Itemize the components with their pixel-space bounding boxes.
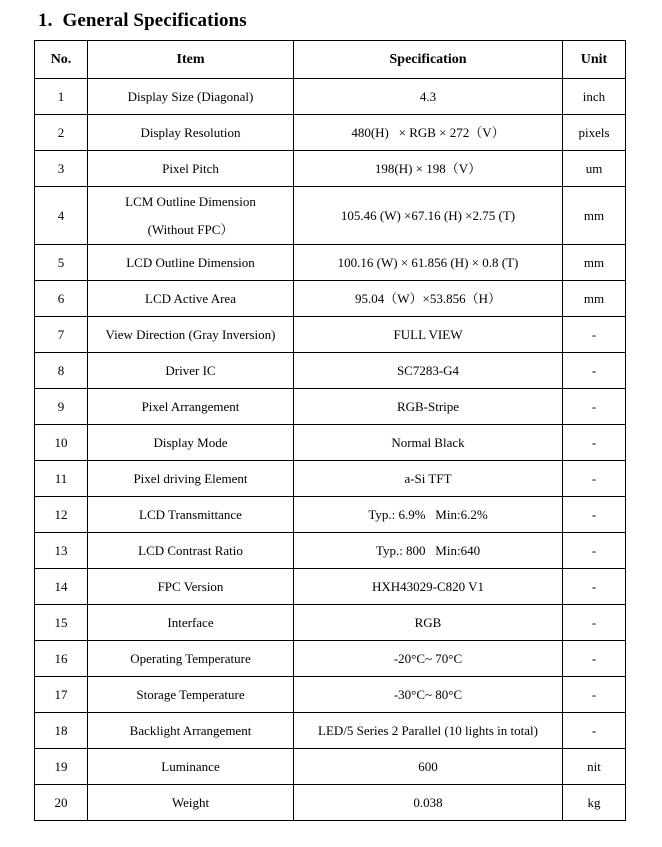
row-specification: RGB-Stripe	[294, 389, 563, 425]
row-specification: 4.3	[294, 79, 563, 115]
row-number: 17	[35, 677, 88, 713]
row-unit: -	[563, 533, 626, 569]
table-row	[35, 187, 626, 245]
row-specification: LED/5 Series 2 Parallel (10 lights in total)	[294, 713, 563, 749]
row-item-line-1: LCM Outline Dimension	[125, 193, 256, 209]
row-item: Pixel driving Element	[88, 461, 294, 497]
row-item-line-2: (Without FPC）	[147, 221, 234, 237]
table-row	[35, 79, 626, 115]
row-specification: Normal Black	[294, 425, 563, 461]
general-specifications-table	[34, 40, 626, 821]
row-unit: -	[563, 569, 626, 605]
table-row	[35, 569, 626, 605]
row-number: 12	[35, 497, 88, 533]
row-unit: -	[563, 425, 626, 461]
row-item: Operating Temperature	[88, 641, 294, 677]
row-item: Luminance	[88, 749, 294, 785]
row-specification: 198(H) × 198（V）	[294, 151, 563, 187]
table-row	[35, 641, 626, 677]
row-unit: mm	[563, 281, 626, 317]
row-specification: 0.038	[294, 785, 563, 821]
table-row	[35, 497, 626, 533]
table-row	[35, 461, 626, 497]
row-unit: kg	[563, 785, 626, 821]
table-row	[35, 785, 626, 821]
row-number: 5	[35, 245, 88, 281]
row-unit: -	[563, 713, 626, 749]
table-row	[35, 115, 626, 151]
row-number: 15	[35, 605, 88, 641]
row-unit: pixels	[563, 115, 626, 151]
row-specification: RGB	[294, 605, 563, 641]
row-item: Storage Temperature	[88, 677, 294, 713]
row-item: Display Mode	[88, 425, 294, 461]
row-specification: -30°C~ 80°C	[294, 677, 563, 713]
row-item: FPC Version	[88, 569, 294, 605]
section-heading	[38, 10, 247, 32]
row-item: Display Size (Diagonal)	[88, 79, 294, 115]
table-row	[35, 353, 626, 389]
table-row	[35, 605, 626, 641]
row-number: 13	[35, 533, 88, 569]
section-title: General Specifications	[62, 10, 247, 31]
table-row	[35, 533, 626, 569]
row-item: LCD Outline Dimension	[88, 245, 294, 281]
row-specification: SC7283-G4	[294, 353, 563, 389]
row-specification: 100.16 (W) × 61.856 (H) × 0.8 (T)	[294, 245, 563, 281]
row-number: 20	[35, 785, 88, 821]
column-header-item: Item	[88, 41, 294, 79]
table-row	[35, 749, 626, 785]
row-item: Backlight Arrangement	[88, 713, 294, 749]
row-unit: -	[563, 641, 626, 677]
row-number: 18	[35, 713, 88, 749]
table-row	[35, 281, 626, 317]
table-row	[35, 677, 626, 713]
row-item: Pixel Arrangement	[88, 389, 294, 425]
row-item: Interface	[88, 605, 294, 641]
row-unit: nit	[563, 749, 626, 785]
row-number: 4	[35, 187, 88, 245]
row-item: LCD Contrast Ratio	[88, 533, 294, 569]
row-specification: 95.04（W）×53.856（H）	[294, 281, 563, 317]
row-unit: mm	[563, 245, 626, 281]
row-specification: HXH43029-C820 V1	[294, 569, 563, 605]
table-row	[35, 713, 626, 749]
row-number: 1	[35, 79, 88, 115]
table-header-row	[35, 41, 626, 79]
row-number: 11	[35, 461, 88, 497]
row-specification: -20°C~ 70°C	[294, 641, 563, 677]
row-unit: -	[563, 389, 626, 425]
row-unit: -	[563, 353, 626, 389]
row-item: LCD Active Area	[88, 281, 294, 317]
row-specification: a-Si TFT	[294, 461, 563, 497]
table-row	[35, 151, 626, 187]
row-unit: um	[563, 151, 626, 187]
row-unit: -	[563, 317, 626, 353]
row-item: Driver IC	[88, 353, 294, 389]
column-header-unit: Unit	[563, 41, 626, 79]
row-unit: -	[563, 461, 626, 497]
row-specification: 105.46 (W) ×67.16 (H) ×2.75 (T)	[294, 187, 563, 245]
row-item	[88, 187, 294, 245]
row-specification: 600	[294, 749, 563, 785]
row-number: 6	[35, 281, 88, 317]
column-header-specification: Specification	[294, 41, 563, 79]
row-item: View Direction (Gray Inversion)	[88, 317, 294, 353]
row-unit: -	[563, 605, 626, 641]
row-unit: -	[563, 497, 626, 533]
row-specification: Typ.: 6.9% Min:6.2%	[294, 497, 563, 533]
row-unit: -	[563, 677, 626, 713]
row-specification: Typ.: 800 Min:640	[294, 533, 563, 569]
table-row	[35, 317, 626, 353]
row-number: 14	[35, 569, 88, 605]
row-unit: mm	[563, 187, 626, 245]
row-number: 2	[35, 115, 88, 151]
table-row	[35, 245, 626, 281]
row-item: Display Resolution	[88, 115, 294, 151]
column-header-no: No.	[35, 41, 88, 79]
row-specification: 480(H) × RGB × 272（V）	[294, 115, 563, 151]
row-specification: FULL VIEW	[294, 317, 563, 353]
row-item: LCD Transmittance	[88, 497, 294, 533]
row-item: Pixel Pitch	[88, 151, 294, 187]
row-number: 9	[35, 389, 88, 425]
row-number: 8	[35, 353, 88, 389]
row-number: 7	[35, 317, 88, 353]
table-row	[35, 389, 626, 425]
row-number: 16	[35, 641, 88, 677]
row-number: 19	[35, 749, 88, 785]
row-item: Weight	[88, 785, 294, 821]
row-number: 10	[35, 425, 88, 461]
row-unit: inch	[563, 79, 626, 115]
table-row	[35, 425, 626, 461]
row-number: 3	[35, 151, 88, 187]
section-number: 1.	[38, 10, 53, 31]
